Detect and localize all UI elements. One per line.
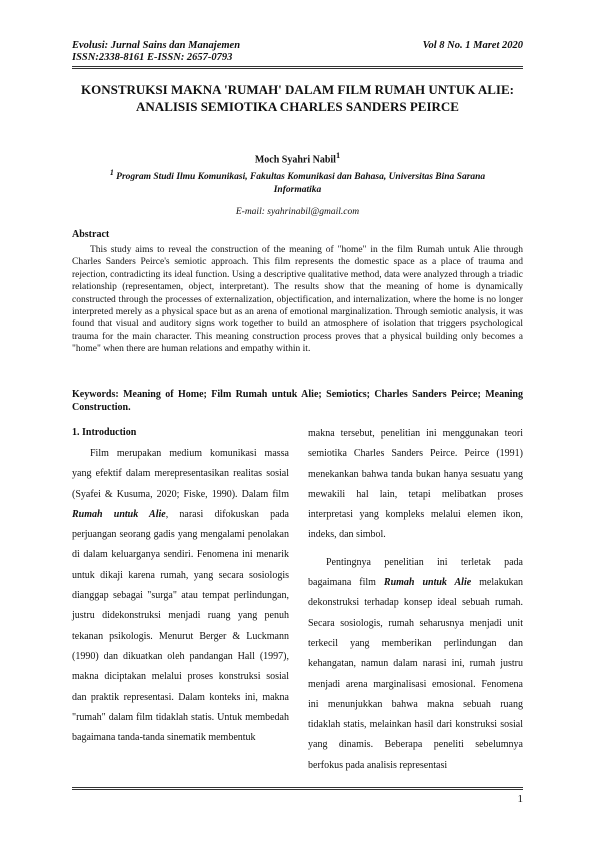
abstract-heading: Abstract <box>72 229 110 240</box>
paragraph-text: Pentingnya penelitian ini terletak pada bagaimana film <box>308 556 523 589</box>
volume-issue: Vol 8 No. 1 Maret 2020 <box>422 40 523 51</box>
affiliation-superscript: 1 <box>109 168 114 177</box>
issn: ISSN:2338-8161 E-ISSN: 2657-0793 <box>72 52 233 63</box>
author-name: Moch Syahri Nabil <box>254 154 336 166</box>
page-number: 1 <box>517 793 523 805</box>
abstract-text: This study aims to reveal the construction of the meaning of "home" in the film Rumah untuk Alie through Charles Sanders Peirce's semiotic approach. This film represents the domestic space as a place of trauma and rejection, contradicting its ideal function. Using a descriptive qualitative method, data were analyzed through a triadic relationship (representamen, object, interpretant). The results show that the meaning of home is dynamically constructed through the processes of externalization, objectification, and internalization, where the home is no longer interpreted merely as a physical space but as an arena of emotional marginalization. Through semiotic analysis, it was found that visual and auditory signs work together to build an atmosphere of isolation that triggers psychological trauma for the main character. This meaning construction process proves that a physical building only becomes a "home" when there are human relations and empathy within it. <box>72 245 523 355</box>
right-column <box>308 424 523 776</box>
paragraph-text: melakukan dekonstruksi terhadap konsep ideal sebuah rumah. Secara sosiologis, rumah seharusnya menjadi unit terkecil yang memberikan perlindungan dan kehangatan, namun dalam narasi ini, rumah justru menjadi arena marginalisasi emosional. Fenomena ini menunjukkan bahwa makna sebuah ruang tidaklah statis, melainkan hasil dari konstruksi sosial yang dinamis. Beberapa peneliti sebelumnya berfokus pada analisis representasi <box>308 577 524 771</box>
paragraph <box>308 553 523 776</box>
header-rule <box>72 66 523 69</box>
film-title-emphasis: Rumah untuk Alie <box>383 577 472 589</box>
paragraph <box>72 444 289 748</box>
affiliation <box>92 166 503 197</box>
author-superscript: 1 <box>335 151 341 160</box>
paragraph: makna tersebut, penelitian ini menggunakan teori semiotika Charles Sanders Peirce. Peirce (1991) menekankan bahwa tanda bukan hanya sesuatu yang mewakili hal lain, tetapi melibatkan proses interpretasi yang kompleks melalui elemen ikon, indeks, dan simbol. <box>308 428 523 541</box>
journal-name: Evolusi: Jurnal Sains dan Manajemen <box>72 40 241 51</box>
paragraph-text: Film merupakan medium komunikasi massa yang efektif dalam merepresentasikan realitas sosial (Syafei & Kusuma, 2020; Fiske, 1990). Dalam film <box>72 448 289 500</box>
email: E-mail: syahrinabil@gmail.com <box>235 207 360 217</box>
keywords-values: Meaning of Home; Film Rumah untuk Alie; Semiotics; Charles Sanders Peirce; Meaning Construction. <box>72 389 523 413</box>
paragraph-text: , narasi difokuskan pada perjuangan seorang gadis yang mengalami penolakan di dalam keluarganya sendiri. Fenomena ini menarik untuk dikaji karena rumah, yang secara sosiologis dianggap sebagai "surga" atau tempat perlindungan, justru didekonstruksi menjadi ruang yang penuh tekanan psikologis. Menurut Berger & Luckmann (1990) dan dikuatkan oleh pandangan Hall (1997), makna diciptakan melalui proses konstruksi sosial dan praktik representasi. Dalam konteks ini, makna "rumah" dalam film tidaklah statis. Untuk membedah bagaimana tanda-tanda sinematik membentuk <box>72 508 289 744</box>
footer-rule <box>72 787 523 790</box>
affiliation-text: Program Studi Ilmu Komunikasi, Fakultas Komunikasi dan Bahasa, Universitas Bina Sarana Informatika <box>116 172 486 196</box>
film-title-emphasis: Rumah untuk Alie <box>72 508 166 520</box>
paper-title: KONSTRUKSI MAKNA 'RUMAH' DALAM FILM RUMAH UNTUK ALIE: ANALISIS SEMIOTIKA CHARLES SANDERS PEIRCE <box>81 82 514 114</box>
section-heading: 1. Introduction <box>72 427 137 438</box>
keywords <box>72 389 523 414</box>
left-column <box>72 424 289 748</box>
keywords-label: Keywords: <box>72 389 119 400</box>
author <box>72 151 523 165</box>
